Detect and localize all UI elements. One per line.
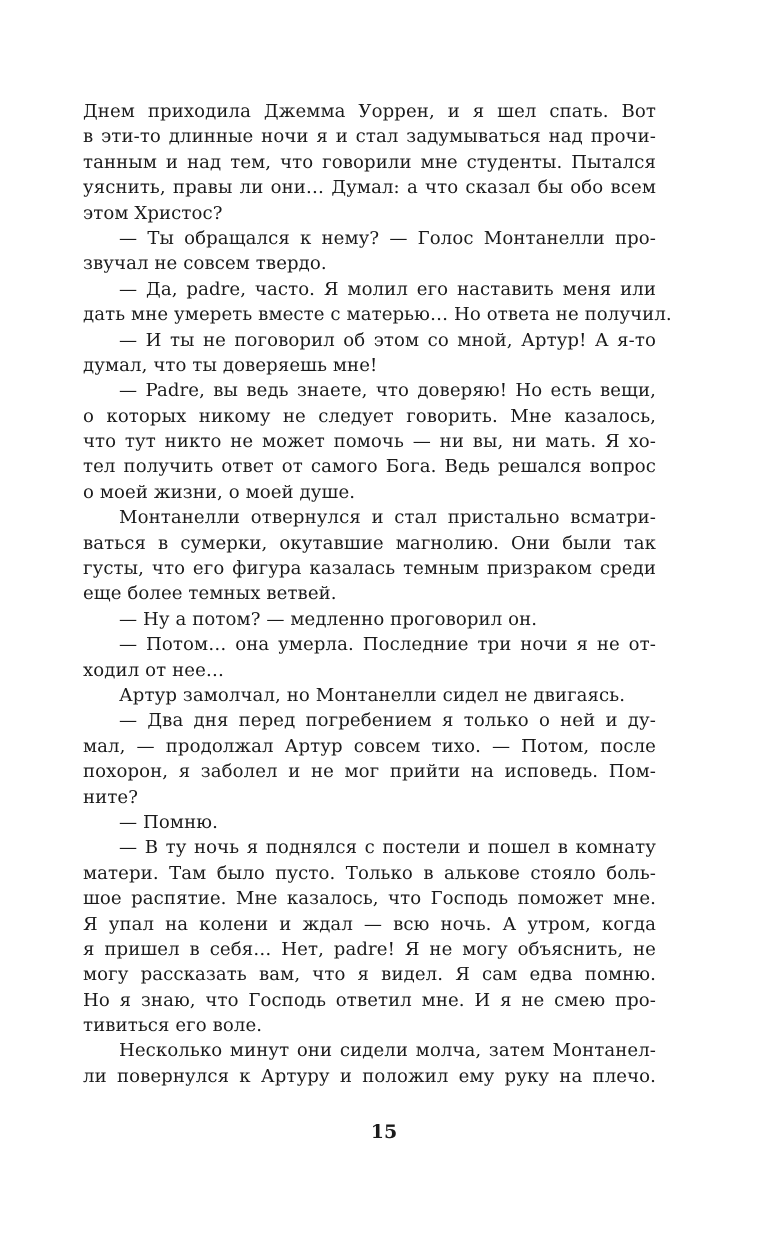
- page-number: 15: [370, 1121, 398, 1143]
- paragraph: [83, 328, 656, 379]
- text-line: танным и над тем, что говорили мне студенты. Пытался: [83, 151, 656, 173]
- paragraph: [83, 1038, 656, 1089]
- text-line: ли повернулся к Артуру и положил ему руку на плечо.: [83, 1065, 656, 1087]
- text-line: — Два дня перед погребением я только о ней и ду-: [119, 710, 656, 732]
- text-line: о которых никому не следует говорить. Мне казалось,: [83, 405, 656, 427]
- text-line: тел получить ответ от самого Бога. Ведь решался вопрос: [83, 456, 656, 478]
- text-line: еще более темных ветвей.: [83, 583, 337, 605]
- paragraph: [83, 632, 656, 683]
- text-line: — И ты не поговорил об этом со мной, Артур! А я-то: [119, 329, 656, 351]
- text-line: — Потом… она умерла. Последние три ночи я не от-: [119, 634, 656, 656]
- text-line: уяснить, правы ли они… Думал: а что сказал бы обо всем: [83, 177, 656, 199]
- text-line: думал, что ты доверяешь мне!: [83, 354, 378, 376]
- text-line: тивиться его воле.: [83, 1015, 263, 1037]
- text-line: Днем приходила Джемма Уоррен, и я шел спать. Вот: [83, 101, 656, 122]
- paragraph: [83, 835, 656, 1038]
- text-line: ните?: [83, 786, 139, 808]
- paragraph: [83, 277, 672, 328]
- paragraph: [83, 810, 656, 835]
- text-line: я пришел в себя… Нет, padre! Я не могу объяснить, не: [83, 938, 656, 960]
- page-body: [83, 99, 672, 1089]
- text-line: шое распятие. Мне казалось, что Господь поможет мне.: [83, 888, 656, 910]
- text-line: — Да, padre, часто. Я молил его наставить меня или: [119, 278, 656, 300]
- paragraph: [83, 99, 656, 226]
- paragraph: [83, 226, 656, 277]
- text-line: этом Христос?: [83, 202, 223, 224]
- paragraph: [83, 683, 656, 708]
- text-line: могу рассказать вам, что я видел. Я сам едва помню.: [83, 964, 656, 986]
- text-line: мал, — продолжал Артур совсем тихо. — Потом, после: [83, 735, 656, 757]
- text-line: в эти-то длинные ночи я и стал задумываться над прочи-: [83, 126, 656, 148]
- text-line: что тут никто не может помочь — ни вы, ни мать. Я хо-: [83, 431, 656, 453]
- text-line: — Ну а потом? — медленно проговорил он.: [119, 608, 538, 630]
- text-line: Артур замолчал, но Монтанелли сидел не двигаясь.: [119, 684, 626, 706]
- text-line: Несколько минут они сидели молча, затем Монтанел-: [119, 1040, 656, 1062]
- text-line: — В ту ночь я поднялся с постели и пошел в комнату: [119, 837, 656, 859]
- paragraph: [83, 378, 656, 505]
- text-line: Я упал на колени и ждал — всю ночь. А утром, когда: [83, 913, 656, 935]
- paragraph: [83, 607, 656, 632]
- text-line: Монтанелли отвернулся и стал пристально всматри-: [119, 507, 656, 529]
- paragraph: [83, 708, 656, 810]
- text-line: — Ты обращался к нему? — Голос Монтанелли про-: [119, 227, 656, 249]
- text-line: ходил от нее…: [83, 659, 225, 681]
- text-line: — Padre, вы ведь знаете, что доверяю! Но есть вещи,: [119, 380, 656, 402]
- paragraph: [83, 505, 656, 607]
- text-line: похорон, я заболел и не мог прийти на исповедь. Пом-: [83, 761, 656, 783]
- text-line: матери. Там было пусто. Только в алькове стояло боль-: [83, 862, 656, 884]
- text-line: дать мне умереть вместе с матерью… Но ответа не получил.: [83, 304, 672, 326]
- text-line: о моей жизни, о моей душе.: [83, 481, 356, 503]
- text-line: густы, что его фигура казалась темным призраком среди: [83, 558, 656, 580]
- text-line: звучал не совсем твердо.: [83, 253, 327, 275]
- text-line: ваться в сумерки, окутавшие магнолию. Они были так: [83, 532, 656, 554]
- text-line: — Помню.: [119, 811, 218, 833]
- text-line: Но я знаю, что Господь ответил мне. И я не смею про-: [83, 989, 656, 1011]
